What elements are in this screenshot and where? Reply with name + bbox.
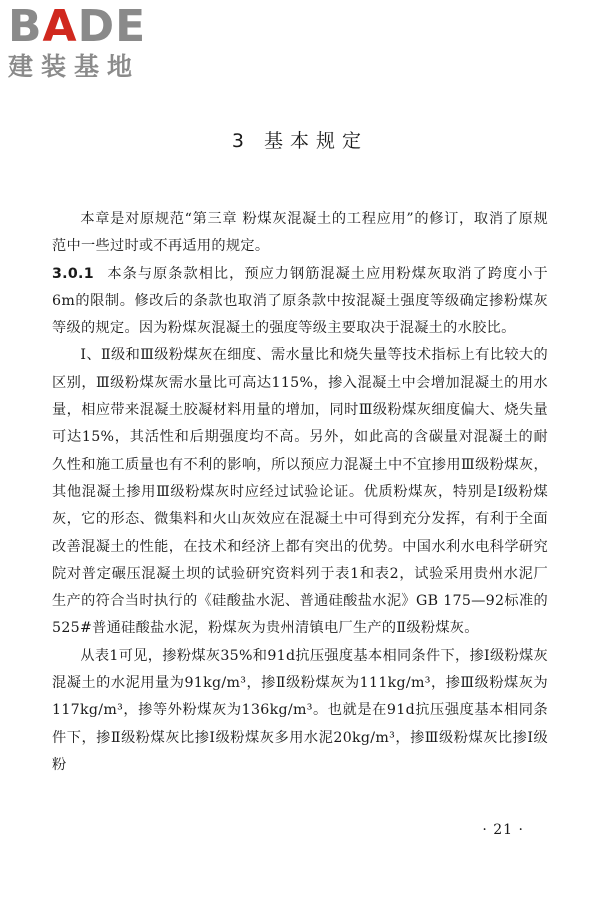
page-title: 3 基本规定 xyxy=(231,130,369,152)
clause-paragraph xyxy=(52,261,548,343)
body-paragraph: Ⅰ、Ⅱ级和Ⅲ级粉煤灰在细度、需水量比和烧失量等技术指标上有比较大的区别，Ⅲ级粉煤灰需水量比可高达115%，掺入混凝土中会增加混凝土的用水量，相应带来混凝土胶凝材料用量的增加，同时Ⅲ级粉煤灰细度偏大、烧失量可达15%，其活性和后期强度均不高。另外，如此高的含碳量对混凝土的耐久性和施工质量也有不利的影响，所以预应力混凝土中不宜掺用Ⅲ级粉煤灰，其他混凝土掺用Ⅲ级粉煤灰时应经过试验论证。优质粉煤灰，特别是Ⅰ级粉煤灰，它的形态、微集料和火山灰效应在混凝土中可得到充分发挥，有利于全面改善混凝土的性能，在技术和经济上都有突出的优势。中国水利水电科学研究院对普定碾压混凝土坝的试验研究资料列于表1和表2，试验采用贵州水泥厂生产的符合当时执行的《硅酸盐水泥、普通硅酸盐水泥》GB 175—92标准的525#普通硅酸盐水泥，粉煤灰为贵州清镇电厂生产的Ⅱ级粉煤灰。 xyxy=(52,347,548,637)
clause-text: 本条与原条款相比，预应力钢筋混凝土应用粉煤灰取消了跨度小于6m的限制。修改后的条款也取消了原条款中按混凝土强度等级确定掺粉煤灰等级的规定。因为粉煤灰混凝土的强度等级主要取决于混凝土的水胶比。 xyxy=(52,265,548,337)
logo-subtitle: 建装基地 xyxy=(8,52,141,81)
document-body xyxy=(52,206,548,779)
clause-number: 3.0.1 xyxy=(52,265,94,282)
logo xyxy=(8,1,178,82)
intro-paragraph: 本章是对原规范“第三章 粉煤灰混凝土的工程应用”的修订，取消了原规范中一些过时或不再适用的规定。 xyxy=(52,211,548,255)
body-paragraph: 从表1可见，掺粉煤灰35%和91d抗压强度基本相同条件下，掺Ⅰ级粉煤灰混凝土的水泥用量为91kg/m³，掺Ⅱ级粉煤灰为111kg/m³，掺Ⅲ级粉煤灰为117kg/m³，掺等外粉煤灰为136kg/m³。也就是在91d抗压强度基本相同条件下，掺Ⅱ级粉煤灰比掺Ⅰ级粉煤灰多用水泥20kg/m³，掺Ⅲ级粉煤灰比掺Ⅰ级粉 xyxy=(52,647,548,773)
page-number: · 21 · xyxy=(482,822,524,838)
logo-wordmark: B A D E xyxy=(8,1,147,52)
